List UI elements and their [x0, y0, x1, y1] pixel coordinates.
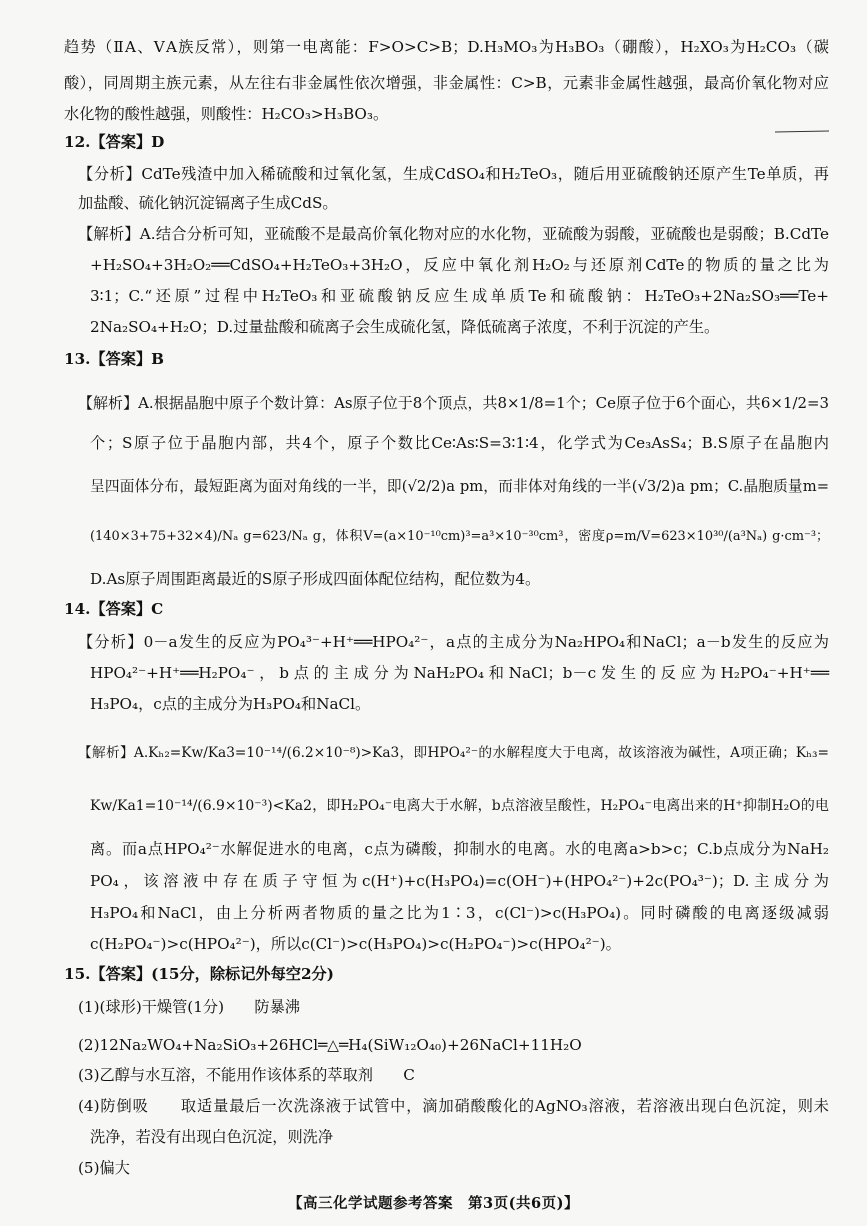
q14-explanation-line-6: c(H₂PO₄⁻)>c(HPO₄²⁻)，所以c(Cl⁻)>c(H₃PO₄)>c(H₂PO₄⁻)>c(HPO₄²⁻)。 [90, 935, 621, 953]
q14-explanation-line-5: H₃PO₄和NaCl，由上分析两者物质的量之比为1∶3，c(Cl⁻)>c(H₃PO₄)。同时磷酸的电离逐级减弱 [90, 904, 829, 922]
q15-part-3: (3)乙醇与水互溶，不能用作该体系的萃取剂 C [78, 1066, 415, 1084]
q11-continuation-line-2: 酸），同周期主族元素，从左往右非金属性依次增强，非金属性：C>B，元素非金属性越强，最高价氧化物对应 [64, 74, 829, 92]
q12-explanation-line-4: 2Na₂SO₄+H₂O；D.过量盐酸和硫离子会生成硫化氢，降低硫离子浓度，不利于沉淀的产生。 [90, 318, 720, 336]
q11-continuation-line-1: 趋势（ⅡA、ⅤA族反常），则第一电离能：F>O>C>B；D.H₃MO₃为H₃BO₃（硼酸），H₂XO₃为H₂CO₃（碳 [64, 38, 829, 56]
q14-analysis-line-3: H₃PO₄，c点的主成分为H₃PO₄和NaCl。 [90, 695, 371, 713]
q12-explanation-line-2: +H₂SO₄+3H₂O₂══CdSO₄+H₂TeO₃+3H₂O，反应中氧化剂H₂O₂与还原剂CdTe的物质的量之比为 [90, 256, 829, 274]
q13-explanation-line-2: 个；S原子位于晶胞内部，共4个，原子个数比Ce∶As∶S=3∶1∶4，化学式为Ce₃AsS₄；B.S原子在晶胞内 [90, 434, 829, 452]
q13-explanation-line-3: 呈四面体分布，最短距离为面对角线的一半，即(√2/2)a pm，而非体对角线的一半(√3/2)a pm；C.晶胞质量m= [90, 478, 829, 495]
q12-answer-heading: 12.【答案】D [64, 133, 165, 151]
q15-part-2: (2)12Na₂WO₄+Na₂SiO₃+26HCl═△═H₄(SiW₁₂O₄₀)+26NaCl+11H₂O [78, 1036, 582, 1054]
q14-explanation-line-3: 离。而a点HPO₄²⁻水解促进水的电离，c点为磷酸，抑制水的电离。水的电离a>b>c；C.b点成分为NaH₂ [90, 840, 829, 858]
q15-part-4-line-1: (4)防倒吸 取适量最后一次洗涤液于试管中，滴加硝酸酸化的AgNO₃溶液，若溶液出现白色沉淀，则未 [78, 1097, 829, 1115]
q14-explanation-line-2: Kw/Ka1=10⁻¹⁴/(6.9×10⁻³)<Ka2，即H₂PO₄⁻电离大于水解，b点溶液呈酸性，H₂PO₄⁻电离出来的H⁺抑制H₂O的电 [90, 798, 829, 814]
q14-analysis-line-1: 【分析】0－a发生的反应为PO₄³⁻+H⁺══HPO₄²⁻，a点的主成分为Na₂HPO₄和NaCl；a－b发生的反应为 [78, 633, 829, 651]
q11-continuation-line-3: 水化物的酸性越强，则酸性：H₂CO₃>H₃BO₃。 [64, 105, 389, 123]
q15-part-5: (5)偏大 [78, 1159, 130, 1177]
q14-explanation-line-4: PO₄，该溶液中存在质子守恒为c(H⁺)+c(H₃PO₄)=c(OH⁻)+(HPO₄²⁻)+2c(PO₄³⁻)；D.主成分为 [90, 872, 829, 890]
q13-explanation-line-4: (140×3+75+32×4)/Nₐ g=623/Nₐ g，体积V=(a×10⁻¹⁰cm)³=a³×10⁻³⁰cm³，密度ρ=m/V=623×10³⁰/(a³Nₐ) g·cm⁻³； [90, 529, 829, 544]
q12-analysis-line-2: 加盐酸、硫化钠沉淀镉离子生成CdS。 [78, 194, 338, 212]
q12-analysis-line-1: 【分析】CdTe残渣中加入稀硫酸和过氧化氢，生成CdSO₄和H₂TeO₃，随后用亚硫酸钠还原产生Te单质，再 [78, 165, 829, 183]
q14-answer-heading: 14.【答案】C [64, 600, 164, 618]
q13-explanation-line-5: D.As原子周围距离最近的S原子形成四面体配位结构，配位数为4。 [90, 570, 541, 588]
q14-analysis-line-2: HPO₄²⁻+H⁺══H₂PO₄⁻，b点的主成分为NaH₂PO₄和NaCl；b－c发生的反应为H₂PO₄⁻+H⁺══ [90, 664, 829, 682]
q12-explanation-line-3: 3∶1；C.“还原”过程中H₂TeO₃和亚硫酸钠反应生成单质Te和硫酸钠：H₂TeO₃+2Na₂SO₃══Te+ [90, 287, 829, 305]
page-footer: 【高三化学试题参考答案 第3页(共6页)】 [288, 1195, 579, 1212]
q13-answer-heading: 13.【答案】B [64, 350, 165, 368]
q15-answer-heading: 15.【答案】(15分，除标记外每空2分) [64, 965, 334, 983]
q12-explanation-line-1: 【解析】A.结合分析可知，亚硫酸不是最高价氧化物对应的水化物，亚硫酸为弱酸，亚硫酸也是弱酸；B.CdTe [78, 225, 829, 243]
q14-explanation-line-1: 【解析】A.Kₕ₂=Kw/Ka3=10⁻¹⁴/(6.2×10⁻⁸)>Ka3，即HPO₄²⁻的水解程度大于电离，故该溶液为碱性，A项正确；Kₕ₃= [78, 745, 829, 761]
q15-part-4-line-2: 洗净，若没有出现白色沉淀，则洗净 [90, 1128, 333, 1146]
q15-part-1: (1)(球形)干燥管(1分) 防暴沸 [78, 998, 300, 1016]
q13-explanation-line-1: 【解析】A.根据晶胞中原子个数计算：As原子位于8个顶点，共8×1/8=1个；Ce原子位于6个面心，共6×1/2=3 [78, 394, 829, 412]
